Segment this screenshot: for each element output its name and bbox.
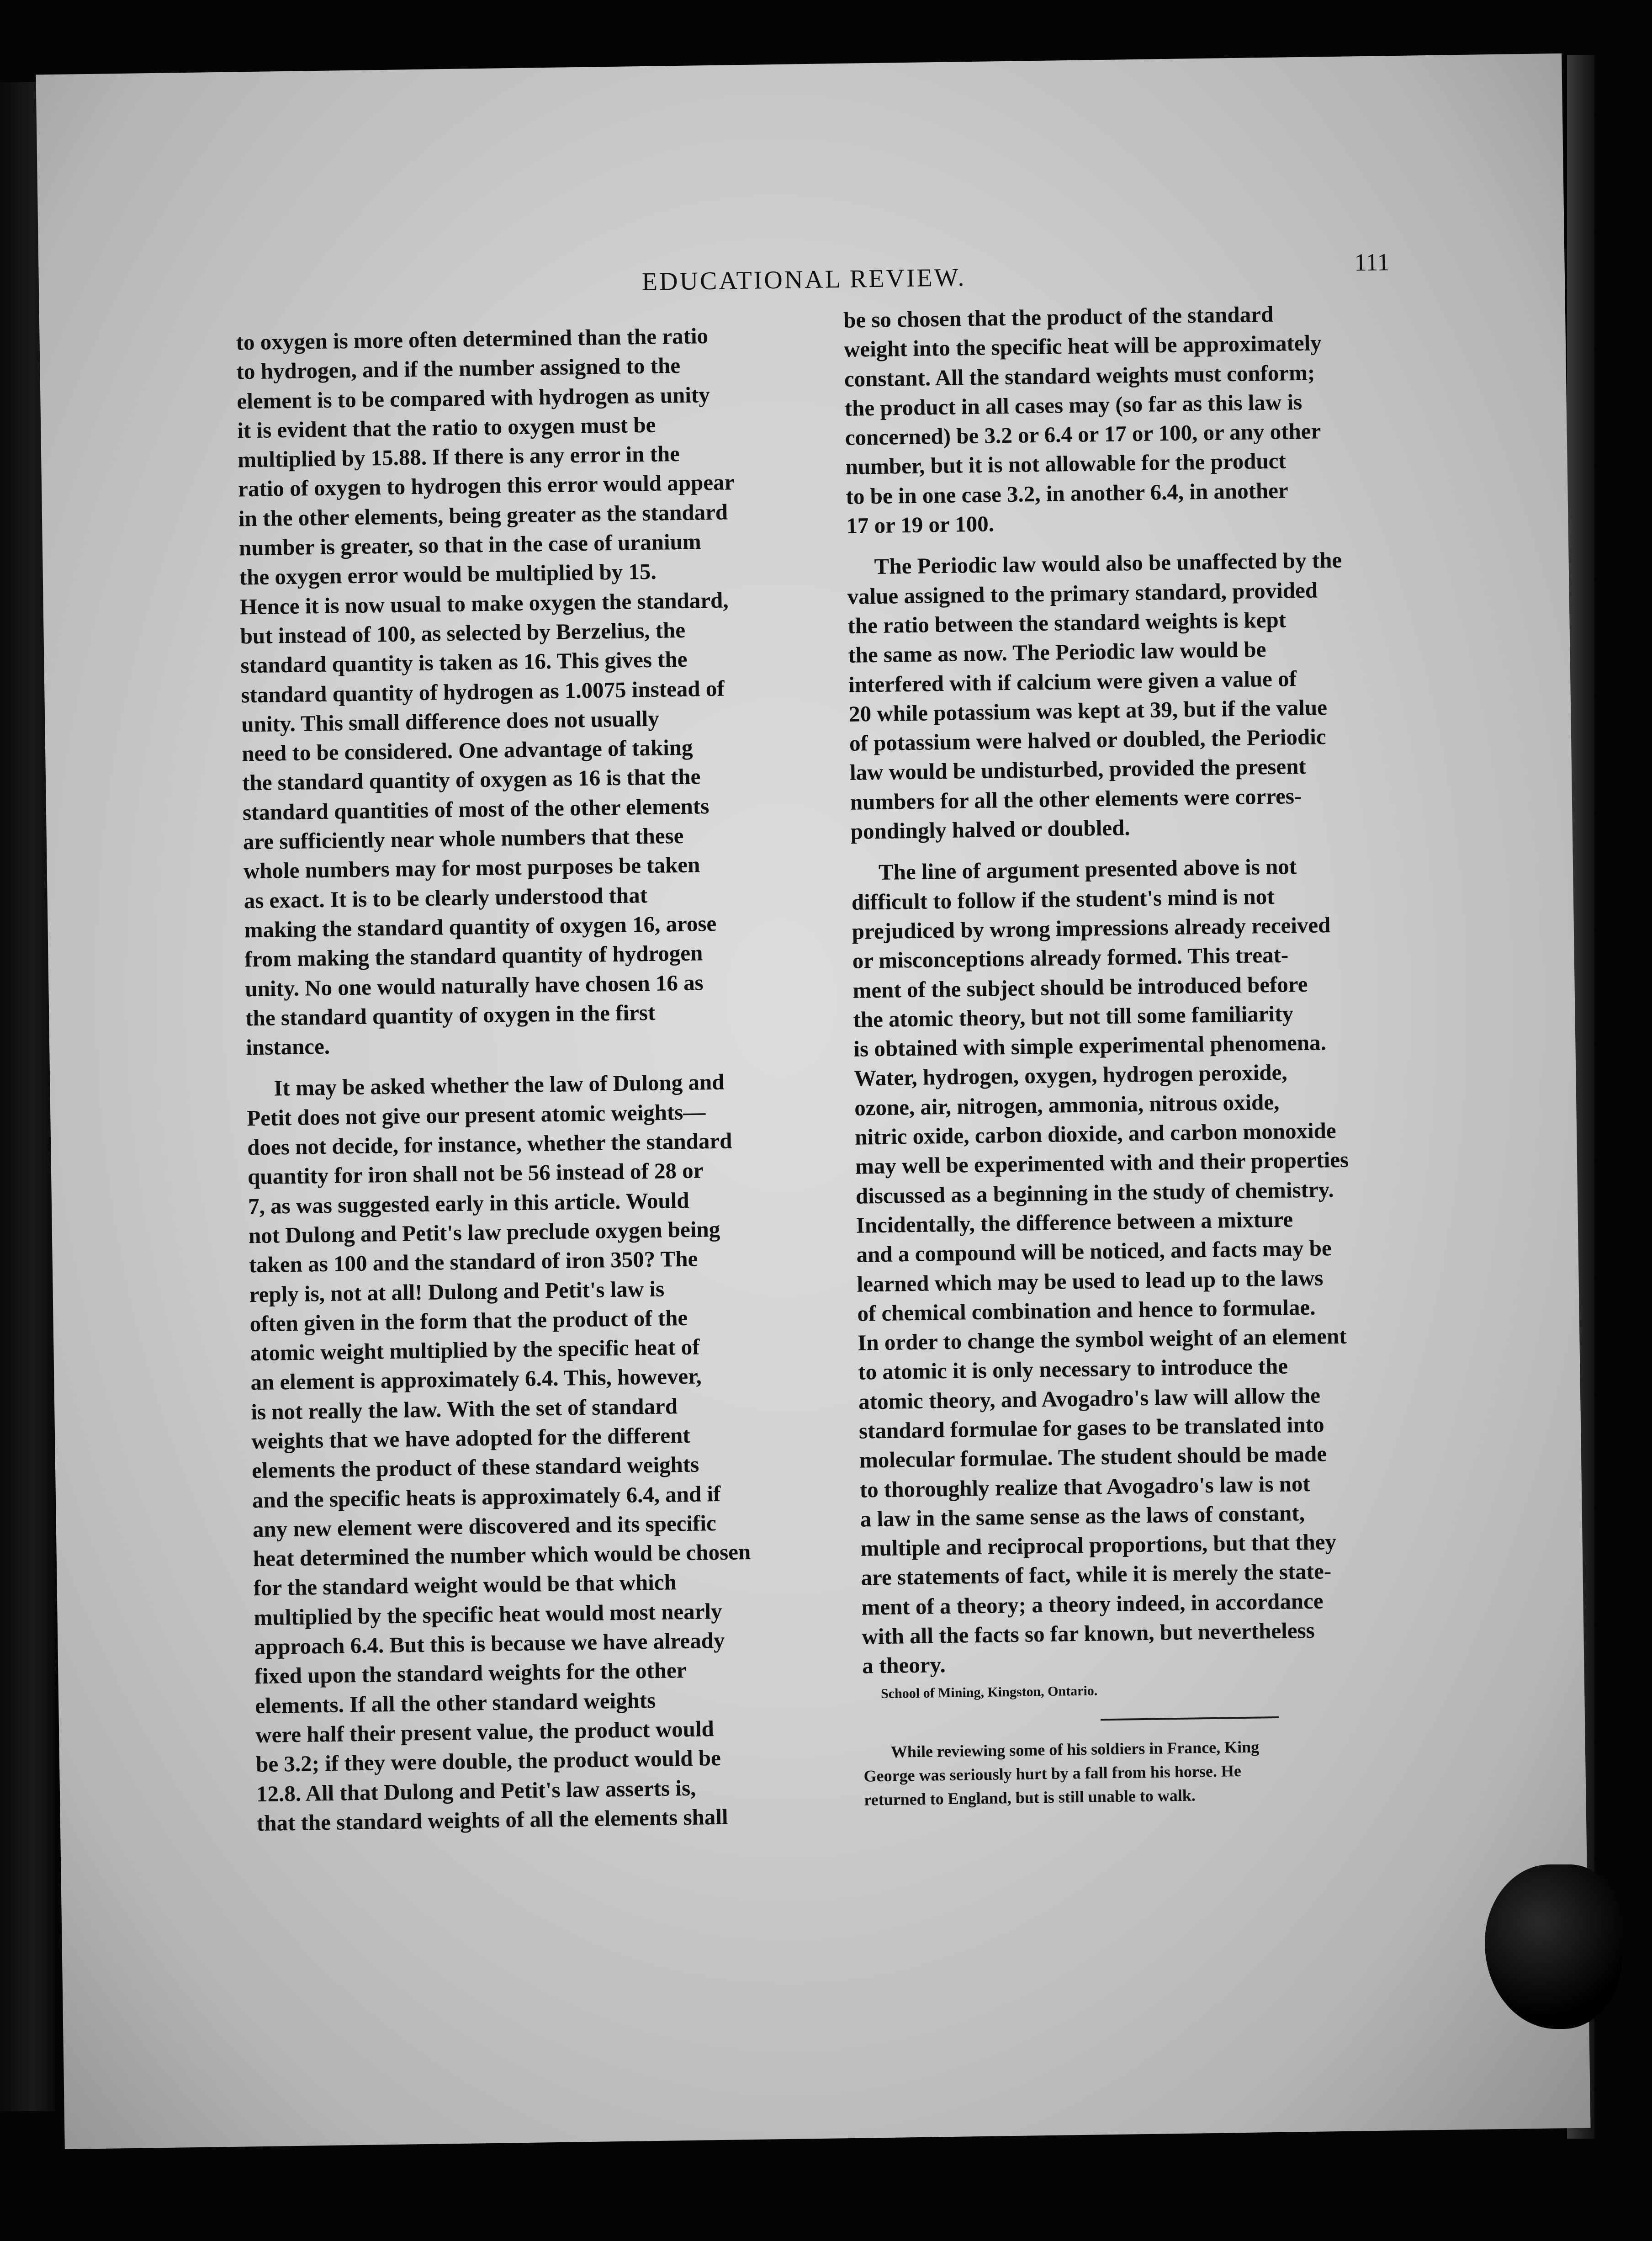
text-line: the standard quantity of oxygen as 16 is that the: [242, 764, 701, 796]
text-line: whole numbers may for most purposes be taken: [243, 852, 700, 884]
text-line: ozone, air, nitrogen, ammonia, nitrous oxide,: [854, 1089, 1280, 1120]
text-line: with all the facts so far known, but nevertheless: [861, 1617, 1315, 1649]
text-line: numbers for all the other elements were corres-: [850, 783, 1302, 815]
news-note-line: While reviewing some of his soldiers in France, King: [890, 1737, 1260, 1761]
text-line: standard quantity of hydrogen as 1.0075 instead of: [241, 675, 725, 707]
text-line: of potassium were halved or doubled, the Periodic: [849, 724, 1326, 756]
text-line: quantity for iron shall not be 56 instead of 28 or: [247, 1158, 704, 1190]
text-line: unity. This small difference does not usually: [241, 706, 660, 737]
text-line: the oxygen error would be multiplied by 15.: [239, 559, 657, 590]
text-line: pondingly halved or doubled.: [850, 815, 1130, 844]
text-line: the same as now. The Periodic law would be: [847, 637, 1266, 668]
book-page: [36, 53, 1590, 2149]
text-line: or misconceptions already formed. This treat-: [852, 942, 1289, 974]
text-line: multiplied by 15.88. If there is any error in the: [237, 441, 680, 473]
text-line: In order to change the symbol weight of an element: [858, 1323, 1347, 1355]
text-line: multiplied by the specific heat would most nearly: [254, 1598, 722, 1630]
text-line: interfered with if calcium were given a value of: [848, 665, 1297, 697]
text-line: the product in all cases may (so far as this law is: [844, 389, 1303, 421]
text-line: may well be experimented with and their properties: [855, 1147, 1349, 1179]
text-line: a law in the same sense as the laws of constant,: [860, 1500, 1305, 1532]
text-line: elements. If all the other standard weights: [254, 1687, 656, 1718]
text-line: nitric oxide, carbon dioxide, and carbon monoxide: [854, 1118, 1336, 1150]
text-line: often given in the form that the product of the: [249, 1305, 688, 1337]
text-line: any new element were discovered and its specific: [252, 1510, 717, 1542]
text-line: making the standard quantity of oxygen 16, arose: [244, 910, 717, 943]
text-line: an element is approximately 6.4. This, however,: [250, 1363, 702, 1395]
page-number: 111: [1354, 248, 1390, 276]
text-line: the standard quantity of oxygen in the first: [245, 999, 656, 1031]
text-line: ment of the subject should be introduced before: [852, 971, 1308, 1003]
text-line: standard formulae for gases to be translated into: [858, 1412, 1324, 1444]
text-line: 20 while potassium was kept at 39, but if the value: [848, 695, 1328, 727]
text-line: approach 6.4. But this is because we have already: [254, 1627, 725, 1660]
text-line: to atomic it is only necessary to introduce the: [858, 1353, 1288, 1385]
text-line: are sufficiently near whole numbers that these: [243, 823, 684, 855]
text-line: and a compound will be noticed, and facts may be: [856, 1235, 1332, 1267]
text-line: ratio of oxygen to hydrogen this error would appear: [238, 469, 735, 502]
text-line: prejudiced by wrong impressions already received: [852, 912, 1331, 944]
text-line: number, but it is not allowable for the product: [845, 448, 1287, 480]
text-line: weight into the specific heat will be approximately: [843, 330, 1322, 362]
text-line: taken as 100 and the standard of iron 350? The: [249, 1246, 698, 1278]
text-line: ment of a theory; a theory indeed, in accordance: [861, 1588, 1324, 1620]
text-line: The Periodic law would also be unaffected by the: [874, 547, 1342, 579]
text-line: element is to be compared with hydrogen as unity: [237, 382, 710, 414]
text-line: It may be asked whether the law of Dulong and: [274, 1069, 725, 1101]
text-line: for the standard weight would be that which: [253, 1569, 677, 1601]
text-line: standard quantity is taken as 16. This gives the: [240, 647, 688, 678]
text-line: to be in one case 3.2, in another 6.4, in another: [846, 478, 1289, 509]
author-credit: School of Mining, Kingston, Ontario.: [880, 1683, 1098, 1701]
text-line: a theory.: [862, 1652, 946, 1678]
text-line: law would be undisturbed, provided the present: [849, 754, 1307, 786]
text-line: 12.8. All that Dulong and Petit's law asserts is,: [256, 1775, 696, 1806]
text-line: constant. All the standard weights must conform;: [844, 360, 1315, 392]
text-line: multiple and reciprocal proportions, but that they: [860, 1529, 1337, 1561]
text-line: that the standard weights of all the elements shall: [256, 1804, 728, 1836]
text-line: in the other elements, being greater as the standard: [238, 499, 728, 531]
text-line: does not decide, for instance, whether the standard: [247, 1128, 732, 1160]
text-line: is obtained with simple experimental phenomena.: [853, 1030, 1327, 1062]
text-line: be 3.2; if they were double, the product would be: [255, 1745, 721, 1777]
text-line: the atomic theory, but not till some familiarity: [853, 1001, 1294, 1032]
text-line: from making the standard quantity of hydrogen: [244, 940, 703, 972]
text-line: and the specific heats is approximately 6.4, and if: [252, 1481, 721, 1513]
text-line: Petit does not give our present atomic weights—: [247, 1099, 706, 1131]
text-line: value assigned to the primary standard, provided: [847, 577, 1318, 609]
text-line: not Dulong and Petit's law preclude oxygen being: [248, 1216, 720, 1248]
text-line: weights that we have adopted for the different: [251, 1422, 690, 1454]
text-line: the ratio between the standard weights is kept: [847, 607, 1287, 638]
text-line: difficult to follow if the student's mind is not: [851, 883, 1275, 915]
text-line: instance.: [245, 1033, 330, 1060]
text-line: it is evident that the ratio to oxygen must be: [237, 412, 656, 443]
text-line: but instead of 100, as selected by Berzelius, the: [240, 617, 686, 649]
text-line: are statements of fact, while it is merely the state-: [861, 1558, 1332, 1591]
text-line: need to be considered. One advantage of taking: [241, 734, 693, 766]
running-head: EDUCATIONAL REVIEW.: [641, 263, 966, 297]
text-line: heat determined the number which would be chosen: [253, 1539, 751, 1572]
text-line: 17 or 19 or 100.: [846, 511, 995, 538]
left-column: [236, 319, 874, 1838]
text-line: The line of argument presented above is not: [878, 854, 1297, 885]
news-note-line: returned to England, but is still unable to walk.: [864, 1786, 1196, 1809]
text-line: were half their present value, the product would: [255, 1716, 715, 1748]
text-line: concerned) be 3.2 or 6.4 or 17 or 100, or any other: [845, 418, 1321, 451]
section-divider: [1101, 1716, 1279, 1721]
text-line: to thoroughly realize that Avogadro's law is not: [859, 1471, 1311, 1503]
text-line: elements the product of these standard weights: [251, 1451, 699, 1483]
text-line: atomic theory, and Avogadro's law will allow the: [858, 1382, 1321, 1414]
text-line: fixed upon the standard weights for the other: [254, 1657, 687, 1689]
text-line: Water, hydrogen, oxygen, hydrogen peroxide,: [853, 1059, 1287, 1091]
text-line: standard quantities of most of the other elements: [242, 793, 710, 825]
text-line: of chemical combination and hence to formulae.: [857, 1294, 1316, 1326]
text-line: number is greater, so that in the case of uranium: [238, 529, 702, 561]
text-line: Hence it is now usual to make oxygen the standard,: [239, 587, 729, 620]
text-line: 7, as was suggested early in this article. Would: [248, 1187, 689, 1219]
text-line: discussed as a beginning in the study of chemistry.: [855, 1176, 1334, 1209]
text-line: to oxygen is more often determined than the ratio: [236, 323, 709, 355]
text-line: to hydrogen, and if the number assigned to the: [236, 353, 681, 384]
text-line: unity. No one would naturally have chosen 16 as: [245, 969, 704, 1001]
text-line: Incidentally, the difference between a mixture: [856, 1206, 1293, 1238]
text-line: molecular formulae. The student should be made: [859, 1441, 1327, 1473]
text-line: reply is, not at all! Dulong and Petit's law is: [249, 1276, 665, 1307]
text-line: is not really the law. With the set of standard: [250, 1393, 678, 1424]
text-line: learned which may be used to lead up to the laws: [857, 1264, 1324, 1297]
text-line: atomic weight multiplied by the specific heat of: [250, 1334, 700, 1366]
text-line: be so chosen that the product of the standard: [843, 301, 1274, 333]
text-line: as exact. It is to be clearly understood that: [244, 882, 648, 913]
news-note-line: George was seriously hurt by a fall from his horse. He: [863, 1761, 1242, 1785]
right-column: [843, 297, 1481, 1811]
